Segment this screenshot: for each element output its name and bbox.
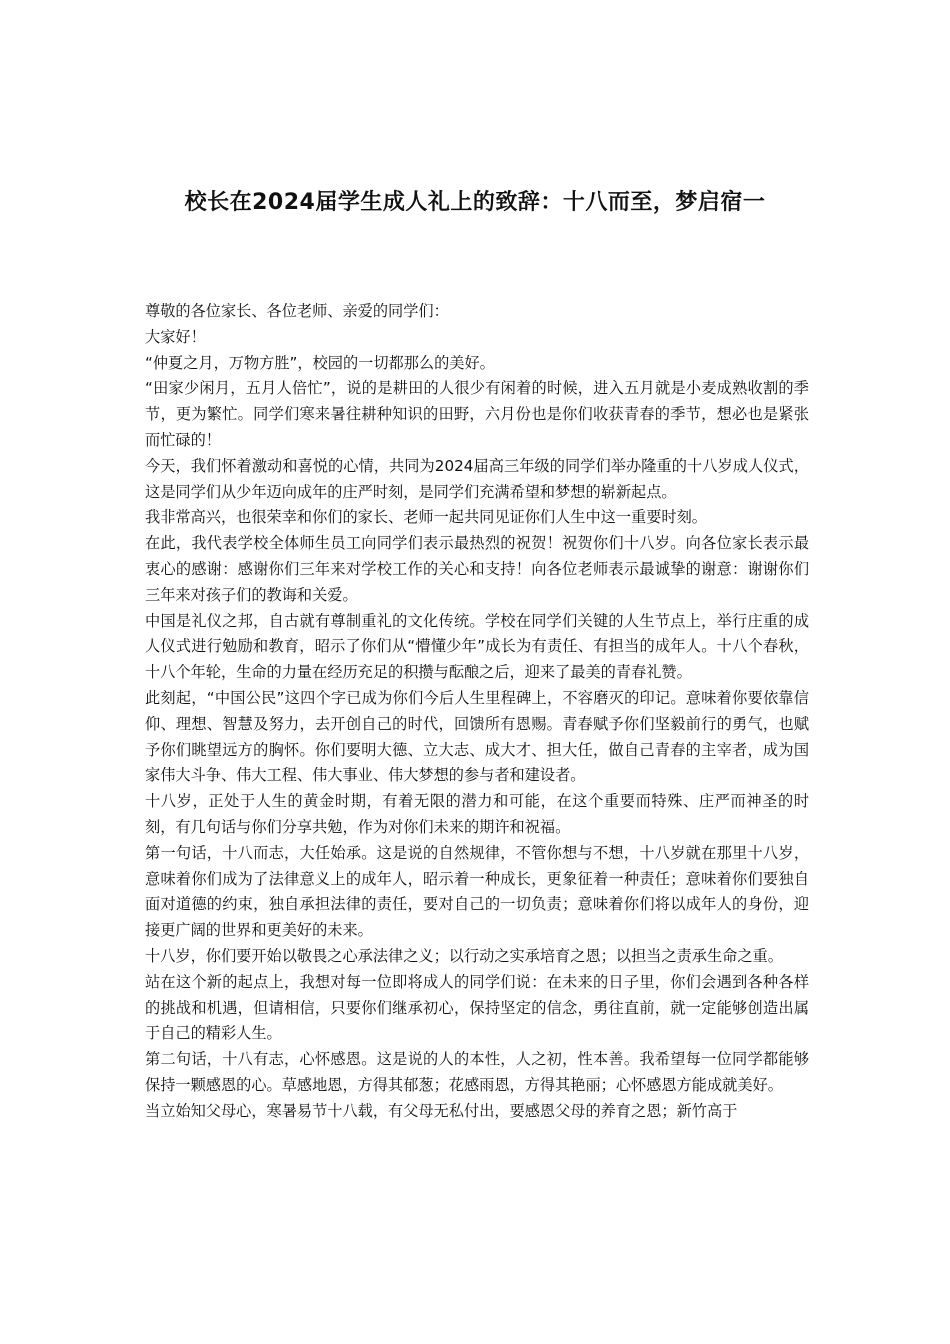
paragraph: 尊敬的各位家长、各位老师、亲爱的同学们：: [145, 302, 449, 320]
paragraph: 在此，我代表学校全体师生员工向同学们表示最热烈的祝贺！祝贺你们十八岁。向各位家长表示最衷心的感谢：感谢你们三年来对学校工作的关心和支持！向各位老师表示最诚挚的谢意：谢谢你们三年来对孩子们的教诲和关爱。: [145, 534, 809, 604]
paragraph: 中国是礼仪之邦，自古就有尊制重礼的文化传统。学校在同学们关键的人生节点上，举行庄重的成人仪式进行勉励和教育，昭示了你们从“懵懂少年”成长为有责任、有担当的成年人。十八个春秋，十八个年轮，生命的力量在经历充足的积攒与酝酿之后，迎来了最美的青春礼赞。: [145, 611, 809, 682]
paragraph: 当立始知父母心，寒暑易节十八载，有父母无私付出，要感恩父母的养育之恩；新竹高于: [145, 1101, 738, 1120]
paragraph: 大家好！: [145, 327, 206, 346]
paragraph: 十八岁，你们要开始以敬畏之心承法律之义；以行动之实承培育之恩；以担当之责承生命之重。: [145, 946, 783, 965]
paragraph: 第二句话，十八有志，心怀感恩。这是说的人的本性，人之初，性本善。我希望每一位同学都能够保持一颗感恩的心。草感地恩，方得其郁葱；花感雨恩，方得其艳丽；心怀感恩方能成就美好。: [145, 1050, 809, 1094]
paragraph: 第一句话，十八而志，大任始承。这是说的自然规律，不管你想与不想，十八岁就在那里十八岁，意味着你们成为了法律意义上的成年人，昭示着一种成长，更象征着一种责任；意味着你们要独自面对道德的约束，独自承担法律的责任，要对自己的一切负责；意味着你们将以成年人的身份，迎接更广阔的世界和更美好的未来。: [145, 843, 809, 940]
paragraph: 今天，我们怀着激动和喜悦的心情，共同为2024届高三年级的同学们举办隆重的十八岁成人仪式，这是同学们从少年迈向成年的庄严时刻，是同学们充满希望和梦想的崭新起点。: [145, 456, 809, 501]
document-title: 校长在2024届学生成人礼上的致辞：十八而至，梦启宿一: [184, 190, 766, 215]
document-body: [145, 299, 809, 1125]
paragraph: “田家少闲月，五月人倍忙”，说的是耕田的人很少有闲着的时候，进入五月就是小麦成熟收割的季节，更为繁忙。同学们寒来暑往耕种知识的田野，六月份也是你们收获青春的季节，想必也是紧张而忙碌的！: [145, 379, 809, 449]
paragraph: 站在这个新的起点上，我想对每一位即将成人的同学们说：在未来的日子里，你们会遇到各种各样的挑战和机遇，但请相信，只要你们继承初心，保持坚定的信念，勇往直前，就一定能够创造出属于自己的精彩人生。: [145, 972, 809, 1043]
paragraph: 十八岁，正处于人生的黄金时期，有着无限的潜力和可能，在这个重要而特殊、庄严而神圣的时刻，有几句话与你们分享共勉，作为对你们未来的期许和祝福。: [145, 792, 809, 836]
paragraph: 此刻起，“中国公民”这四个字已成为你们今后人生里程碑上，不容磨灭的印记。意味着你要依靠信仰、理想、智慧及努力，去开创自己的时代，回馈所有恩赐。青春赋予你们坚毅前行的勇气，也赋予你们眺望远方的胸怀。你们要明大德、立大志、成大才、担大任，做自己青春的主宰者，成为国家伟大斗争、伟大工程、伟大事业、伟大梦想的参与者和建设者。: [145, 688, 809, 785]
paragraph: 我非常高兴，也很荣幸和你们的家长、老师一起共同见证你们人生中这一重要时刻。: [145, 508, 707, 527]
paragraph: “仲夏之月，万物方胜”，校园的一切都那么的美好。: [145, 353, 495, 372]
